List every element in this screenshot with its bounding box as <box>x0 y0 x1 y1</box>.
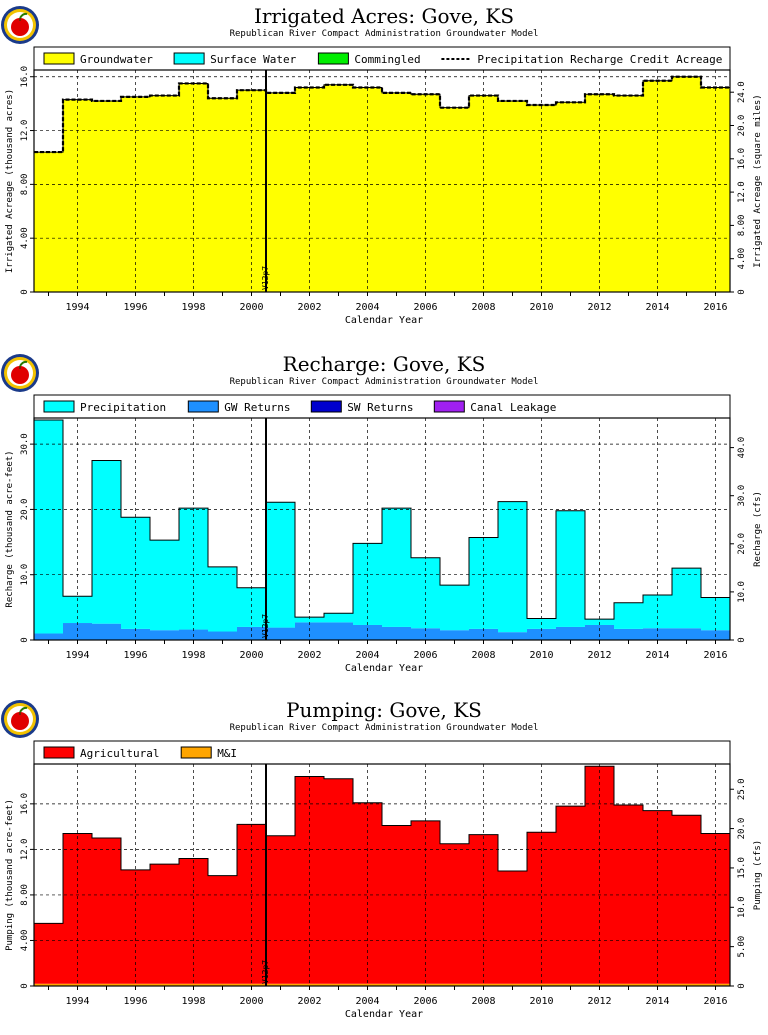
chart-svg <box>0 694 768 1035</box>
y2-tick-label: 20.0 <box>737 114 747 137</box>
bar <box>266 502 295 627</box>
bar <box>92 624 121 640</box>
x-tick-label: 2014 <box>645 302 670 313</box>
x-tick-label: 2012 <box>587 996 612 1007</box>
legend-label: Groundwater <box>80 53 153 66</box>
x-tick-label: 2012 <box>587 650 612 661</box>
y2-tick-label: 10.0 <box>737 896 747 919</box>
x-tick-label: 2016 <box>703 996 728 1007</box>
bar <box>701 598 730 631</box>
x-tick-label: 2010 <box>529 996 554 1007</box>
y2-tick-label: 40.0 <box>737 436 747 459</box>
x-tick-label: 2000 <box>239 996 264 1007</box>
bar <box>324 85 353 292</box>
bar <box>382 508 411 627</box>
y-tick-label: 4.00 <box>20 929 30 952</box>
y-tick-label: 8.00 <box>20 173 30 196</box>
bar <box>266 93 295 292</box>
bar <box>672 568 701 628</box>
x-tick-label: 2016 <box>703 302 728 313</box>
bar <box>556 511 585 627</box>
legend-item <box>188 401 290 414</box>
x-tick-label: 2016 <box>703 650 728 661</box>
x-tick-label: 1998 <box>181 302 206 313</box>
x-tick-label: 2006 <box>413 650 438 661</box>
y-tick-label: 16.0 <box>20 793 30 815</box>
bar <box>208 632 237 640</box>
y-tick-label: 0 <box>20 983 30 989</box>
pumping-chart <box>0 694 768 1035</box>
x-tick-label: 2012 <box>587 302 612 313</box>
x-tick-label: 1996 <box>123 650 148 661</box>
y2-tick-label: 20.0 <box>737 532 747 555</box>
bar <box>440 630 469 640</box>
bar <box>440 108 469 292</box>
y2-tick-label: 24.0 <box>737 81 747 104</box>
bar <box>266 836 295 984</box>
bar <box>150 540 179 630</box>
x-tick-label: 2006 <box>413 302 438 313</box>
x-tick-label: 1998 <box>181 650 206 661</box>
x-tick-label: 2006 <box>413 996 438 1007</box>
legend-item <box>441 53 722 66</box>
legend-item <box>44 747 159 760</box>
bar <box>34 152 63 292</box>
x-axis-label: Calendar Year <box>344 663 424 674</box>
bar <box>382 627 411 640</box>
y-tick-label: 4.00 <box>20 227 30 250</box>
legend-label: Commingled <box>354 53 421 66</box>
bar <box>63 623 92 640</box>
y2-tick-label: 12.0 <box>737 181 747 203</box>
x-tick-label: 1994 <box>65 650 90 661</box>
x-tick-label: 2010 <box>529 302 554 313</box>
bar <box>92 460 121 623</box>
bar <box>92 101 121 292</box>
bar <box>266 628 295 640</box>
legend-item <box>311 401 413 414</box>
x-tick-label: 1994 <box>65 302 90 313</box>
bar <box>672 628 701 640</box>
y2-tick-label: 4.00 <box>737 247 747 270</box>
chart-title: Recharge: Gove, KS <box>282 352 486 376</box>
y-tick-label: 12.0 <box>20 119 30 142</box>
legend-label: Precipitation <box>80 401 167 414</box>
bar <box>614 805 643 984</box>
chart-svg <box>0 348 768 689</box>
bar <box>556 627 585 640</box>
bar <box>498 502 527 633</box>
irrigated-acres-chart <box>0 0 768 341</box>
x-tick-label: 1994 <box>65 996 90 1007</box>
y2-axis-label: Recharge (cfs) <box>753 491 763 567</box>
x-tick-label: 1996 <box>123 996 148 1007</box>
bar <box>382 93 411 292</box>
chart-title: Pumping: Gove, KS <box>286 698 482 722</box>
bar <box>324 613 353 622</box>
x-tick-label: 2008 <box>471 650 496 661</box>
bar <box>614 629 643 640</box>
legend-label: Surface Water <box>210 53 297 66</box>
y2-tick-label: 30.0 <box>737 484 747 507</box>
x-tick-label: 2000 <box>239 650 264 661</box>
bar <box>208 567 237 632</box>
bar <box>208 98 237 292</box>
bar <box>324 779 353 984</box>
legend-label: GW Returns <box>224 401 291 414</box>
legend-label: M&I <box>217 747 238 760</box>
x-tick-label: 1998 <box>181 996 206 1007</box>
y-tick-label: 16.0 <box>20 65 30 88</box>
legend-item <box>434 401 556 414</box>
bar <box>150 864 179 984</box>
chart-title: Irrigated Acres: Gove, KS <box>253 4 515 28</box>
y-tick-label: 20.0 <box>20 498 30 521</box>
y2-axis-label: Irrigated Acreage (square miles) <box>753 94 763 268</box>
y2-tick-label: 15.0 <box>737 857 747 879</box>
chart-svg <box>0 0 768 341</box>
y2-tick-label: 8.00 <box>737 214 747 237</box>
x-axis-label: Calendar Year <box>344 1009 424 1020</box>
x-tick-label: 2004 <box>355 650 380 661</box>
x-tick-label: 2002 <box>297 996 322 1007</box>
y2-tick-label: 0 <box>737 289 747 295</box>
x-tick-label: 2008 <box>471 302 496 313</box>
chart-subtitle: Republican River Compact Administration Groundwater Model <box>229 723 539 733</box>
bar <box>34 633 63 640</box>
y2-axis-label: Pumping (cfs) <box>753 839 763 911</box>
x-tick-label: 2008 <box>471 996 496 1007</box>
recharge-chart <box>0 348 768 689</box>
bar <box>498 632 527 640</box>
x-tick-label: 2014 <box>645 996 670 1007</box>
y-axis-label: Irrigated Acreage (thousand acres) <box>5 88 15 274</box>
x-tick-label: 2002 <box>297 650 322 661</box>
y2-tick-label: 25.0 <box>737 778 747 801</box>
rrca-logo <box>1 354 39 392</box>
bar <box>92 838 121 984</box>
y-tick-label: 0 <box>20 289 30 295</box>
bar <box>672 815 701 983</box>
bar <box>440 585 469 630</box>
x-tick-label: 1996 <box>123 302 148 313</box>
y2-tick-label: 0 <box>737 983 747 989</box>
bar <box>34 420 63 634</box>
legend-item <box>181 747 237 760</box>
bar <box>585 625 614 640</box>
x-tick-label: 2000 <box>239 302 264 313</box>
bar <box>440 844 469 984</box>
y-axis-label: Recharge (thousand acre-feet) <box>5 450 15 608</box>
bar <box>208 876 237 984</box>
y2-tick-label: 0 <box>737 637 747 643</box>
legend-label: Agricultural <box>80 747 160 760</box>
y2-tick-label: 20.0 <box>737 817 747 840</box>
bar <box>353 625 382 640</box>
legend-item <box>44 53 153 66</box>
bar <box>614 603 643 629</box>
y2-tick-label: 16.0 <box>737 147 747 170</box>
y2-tick-label: 10.0 <box>737 581 747 603</box>
y-tick-label: 30.0 <box>20 433 30 455</box>
x-tick-label: 2014 <box>645 650 670 661</box>
y-tick-label: 8.00 <box>20 884 30 906</box>
version-marker-label: V12p7 <box>261 613 270 638</box>
bar <box>614 96 643 292</box>
y2-tick-label: 5.00 <box>737 935 747 958</box>
legend-label: SW Returns <box>347 401 414 414</box>
bar <box>34 923 63 983</box>
x-axis-label: Calendar Year <box>344 315 424 326</box>
bar <box>295 622 324 640</box>
bar <box>150 630 179 640</box>
legend-label: Canal Leakage <box>470 401 557 414</box>
x-tick-label: 2010 <box>529 650 554 661</box>
rrca-logo <box>1 6 39 44</box>
bar <box>498 871 527 984</box>
legend-item <box>44 401 166 414</box>
version-marker-label: V12p7 <box>261 959 270 984</box>
legend-item <box>174 53 296 66</box>
legend-item <box>318 53 420 66</box>
bar <box>498 101 527 292</box>
x-tick-label: 2004 <box>355 996 380 1007</box>
bar <box>150 96 179 292</box>
bar <box>324 622 353 640</box>
y-tick-label: 10.0 <box>20 563 30 586</box>
rrca-logo <box>1 700 39 738</box>
y-tick-label: 0 <box>20 637 30 643</box>
x-tick-label: 2004 <box>355 302 380 313</box>
version-marker-label: V12p7 <box>261 265 270 290</box>
chart-subtitle: Republican River Compact Administration Groundwater Model <box>229 377 539 387</box>
chart-subtitle: Republican River Compact Administration Groundwater Model <box>229 29 539 39</box>
x-tick-label: 2002 <box>297 302 322 313</box>
legend-label: Precipitation Recharge Credit Acreage <box>477 53 723 66</box>
y-axis-label: Pumping (thousand acre-feet) <box>5 799 15 951</box>
y-tick-label: 12.0 <box>20 838 30 861</box>
